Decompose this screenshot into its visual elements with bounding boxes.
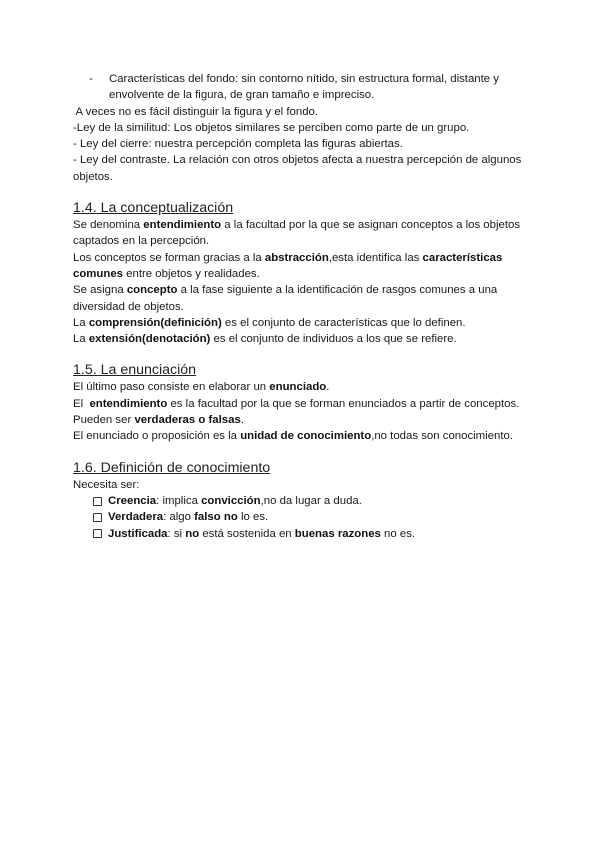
text-run: es el conjunto de características que lo definen. <box>221 316 466 329</box>
paragraph: - Ley del contraste. La relación con otros objetos afecta a nuestra percepción de algunos objetos. <box>73 154 522 183</box>
paragraph <box>73 379 543 395</box>
text-run: a la facultad por la que se asignan conceptos a los objetos captados en la percepción. <box>73 219 521 248</box>
bold-term: Creencia <box>108 494 157 507</box>
text-run: La <box>73 333 89 346</box>
checkbox-icon[interactable] <box>93 513 102 522</box>
checkbox-icon[interactable] <box>93 497 102 506</box>
bold-term: entendimiento <box>89 397 168 410</box>
checklist-text <box>108 526 415 542</box>
text-run: . <box>240 414 244 427</box>
text-run: Se denomina <box>73 219 144 232</box>
bullet-dash: - <box>89 73 93 85</box>
text-run: : algo <box>163 511 195 524</box>
paragraph: A veces no es fácil distinguir la figura y el fondo. <box>73 105 319 118</box>
bold-term: unidad de conocimiento <box>240 430 372 443</box>
text-run: ,esta identifica las <box>328 251 423 264</box>
text-run: es el conjunto de individuos a los que se refiere. <box>210 333 457 346</box>
bold-term: comprensión(definición) <box>88 316 222 329</box>
text-run: La <box>73 316 89 329</box>
text-run: . <box>326 381 330 394</box>
text-run: : si <box>167 527 186 540</box>
bullet-item <box>73 71 543 104</box>
bold-term: buenas razones <box>294 527 381 540</box>
bold-term: no <box>185 527 200 540</box>
bold-term: características comunes <box>73 251 503 280</box>
section-heading: 1.6. Definición de conocimiento <box>73 459 271 476</box>
paragraph <box>73 396 543 412</box>
document-content <box>73 71 543 542</box>
text-run: no es. <box>380 527 416 540</box>
text-run: El <box>73 397 90 410</box>
text-run: El enunciado o proposición es la <box>73 430 241 443</box>
paragraph: -Ley de la similitud: Los objetos similares se perciben como parte de un grupo. <box>73 121 470 134</box>
paragraph <box>73 217 543 250</box>
checklist-text <box>108 509 268 525</box>
bold-term: entendimiento <box>143 219 222 232</box>
bold-term: convicción <box>201 494 261 507</box>
section-heading: 1.4. La conceptualización <box>73 200 234 217</box>
text-run: entre objetos y realidades. <box>123 267 260 280</box>
checkbox-icon[interactable] <box>93 529 102 538</box>
checklist-item <box>93 493 543 509</box>
bold-term: enunciado <box>269 381 327 394</box>
bullet-text: Características del fondo: sin contorno nítido, sin estructura formal, distante y envolvente de la figura, de gran tamaño e impreciso. <box>109 73 500 102</box>
paragraph <box>73 412 543 428</box>
bold-term: concepto <box>126 284 178 297</box>
checklist-text <box>108 493 362 509</box>
paragraph <box>73 315 543 331</box>
text-run: está sostenida en <box>199 527 295 540</box>
text-run: ,no da lugar a duda. <box>260 494 362 507</box>
text-run: Se asigna <box>73 284 127 297</box>
paragraph <box>73 282 543 315</box>
bold-term: abstracción <box>264 251 329 264</box>
bold-term: Verdadera <box>108 511 164 524</box>
bold-term: falso no <box>194 511 238 524</box>
text-run: a la fase siguiente a la identificación de rasgos comunes a una diversidad de objetos. <box>73 284 498 313</box>
bold-term: extensión(denotación) <box>88 333 211 346</box>
text-run: ,no todas son conocimiento. <box>371 430 514 443</box>
text-run: lo es. <box>237 511 269 524</box>
paragraph: - Ley del cierre: nuestra percepción completa las figuras abiertas. <box>73 138 403 151</box>
text-run: es la facultad por la que se forman enunciados a partir de conceptos. <box>167 397 520 410</box>
paragraph: Necesita ser: <box>73 478 140 491</box>
bold-term: verdaderas o falsas <box>134 414 241 427</box>
text-run: : implica <box>156 494 202 507</box>
text-run: Pueden ser <box>73 414 135 427</box>
paragraph <box>73 428 543 444</box>
text-run: El último paso consiste en elaborar un <box>73 381 270 394</box>
checklist-item <box>93 509 543 525</box>
section-heading: 1.5. La enunciación <box>73 362 197 379</box>
paragraph <box>73 331 543 347</box>
text-run: Los conceptos se forman gracias a la <box>73 251 265 264</box>
bold-term: Justificada <box>108 527 168 540</box>
checklist-item <box>93 526 543 542</box>
paragraph <box>73 250 543 283</box>
